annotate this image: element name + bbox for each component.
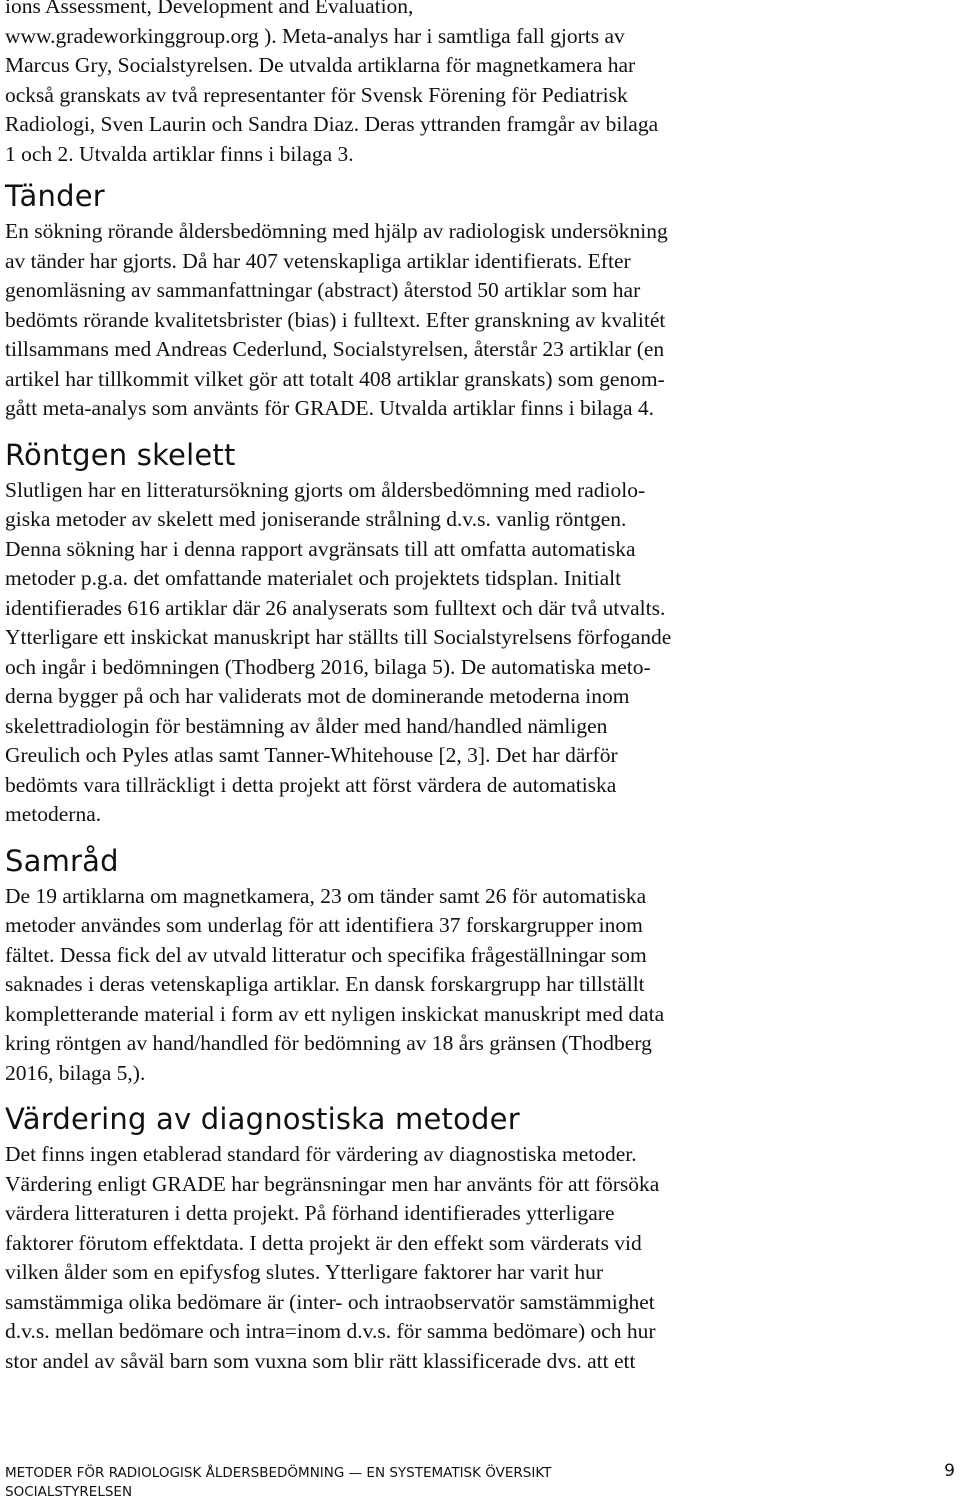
text-line: fältet. Dessa fick del av utvald litteratur och specifika frågeställningar som — [5, 942, 647, 967]
text-line: d.v.s. mellan bedömare och intra=inom d.v.s. för samma bedömare) och hur — [5, 1319, 656, 1343]
text-line: Värdering enligt GRADE har begränsningar men har använts för att försöka — [5, 1171, 660, 1196]
text-line: vilken ålder som en epifysfog slutes. Ytterligare faktorer har varit hur — [5, 1260, 604, 1284]
section-heading-tander: Tänder — [5, 179, 105, 213]
text-line: kring röntgen av hand/handled för bedömning av 18 års gränsen (Thodberg — [5, 1031, 652, 1055]
text-line: ions Assessment, Development and Evaluation, — [5, 0, 414, 18]
section-paragraph-vardering — [5, 1140, 955, 1376]
document-body — [5, 0, 955, 1376]
text-line: metoderna. — [5, 802, 102, 826]
text-line: identifierades 616 artiklar där 26 analyserats som fulltext och där två utvalts. — [5, 595, 666, 620]
text-line: faktorer förutom effektdata. I detta projekt är den effekt som värderats vid — [5, 1230, 642, 1255]
text-line: också granskats av två representanter för Svensk Förening för Pediatrisk — [5, 82, 628, 107]
text-line: värdera litteraturen i detta projekt. På förhand identifierades ytterligare — [5, 1201, 615, 1225]
text-line: skelettradiologin för bestämning av ålder med hand/handled nämligen — [5, 713, 608, 738]
footer-title: METODER FÖR RADIOLOGISK ÅLDERSBEDÖMNING — EN SYSTEMATISK ÖVERSIKT — [5, 1465, 552, 1481]
text-line: Ytterligare ett inskickat manuskript har ställts till Socialstyrelsens förfogande — [5, 625, 672, 649]
text-line: Det finns ingen etablerad standard för värdering av diagnostiska metoder. — [5, 1142, 637, 1166]
text-line: tillsammans med Andreas Cederlund, Socialstyrelsen, återstår 23 artiklar (en — [5, 337, 665, 361]
section-paragraph-rontgen-skelett — [5, 476, 955, 830]
text-line: derna bygger på och har validerats mot de dominerande metoderna inom — [5, 684, 630, 708]
text-line: Denna sökning har i denna rapport avgränsats till att omfatta automatiska — [5, 536, 636, 561]
text-line: giska metoder av skelett med joniserande strålning d.v.s. vanlig röntgen. — [5, 507, 627, 531]
section-paragraph-tander — [5, 217, 955, 424]
text-line: www.gradeworkinggroup.org ). Meta-analys har i samtliga fall gjorts av — [5, 23, 625, 48]
text-line: 1 och 2. Utvalda artiklar finns i bilaga 3. — [5, 141, 354, 166]
text-line: metoder användes som underlag för att identifiera 37 forskargrupper inom — [5, 913, 643, 937]
intro-paragraph — [5, 0, 955, 169]
text-line: En sökning rörande åldersbedömning med hjälp av radiologisk undersökning — [5, 219, 668, 243]
section-paragraph-samrad — [5, 882, 955, 1089]
text-line: av tänder har gjorts. Då har 407 vetenskapliga artiklar identifierats. Efter — [5, 248, 631, 273]
text-line: bedömts rörande kvalitetsbrister (bias) i fulltext. Efter granskning av kvalitét — [5, 307, 666, 332]
text-line: bedömts vara tillräckligt i detta projekt att först värdera de automatiska — [5, 772, 617, 797]
text-line: metoder p.g.a. det omfattande materialet och projektets tidsplan. Initialt — [5, 566, 622, 590]
text-line: Radiologi, Sven Laurin och Sandra Diaz. Deras yttranden framgår av bilaga — [5, 112, 659, 136]
text-line: gått meta-analys som använts för GRADE. Utvalda artiklar finns i bilaga 4. — [5, 396, 655, 420]
text-line: Greulich och Pyles atlas samt Tanner-Whitehouse [2, 3]. Det har därför — [5, 743, 618, 767]
text-line: stor andel av såväl barn som vuxna som blir rätt klassificerade dvs. att ett — [5, 1348, 636, 1373]
text-line: och ingår i bedömningen (Thodberg 2016, bilaga 5). De automatiska meto- — [5, 654, 651, 679]
text-line: De 19 artiklarna om magnetkamera, 23 om tänder samt 26 för automatiska — [5, 883, 647, 908]
text-line: Slutligen har en litteratursökning gjorts om åldersbedömning med radiolo- — [5, 477, 646, 502]
page-number: 9 — [944, 1461, 955, 1481]
section-heading-samrad: Samråd — [5, 843, 119, 878]
section-heading-rontgen-skelett: Röntgen skelett — [5, 437, 236, 472]
text-line: saknades i deras vetenskapliga artiklar. En dansk forskargrupp har tillställt — [5, 972, 645, 996]
text-line: Marcus Gry, Socialstyrelsen. De utvalda artiklarna för magnetkamera har — [5, 53, 636, 77]
text-line: 2016, bilaga 5,). — [5, 1060, 146, 1085]
text-line: samstämmiga olika bedömare är (inter- och intraobservatör samstämmighet — [5, 1289, 655, 1314]
section-heading-vardering: Värdering av diagnostiska metoder — [5, 1102, 520, 1136]
text-line: kompletterande material i form av ett nyligen inskickat manuskript med data — [5, 1001, 665, 1026]
page-footer — [5, 1461, 955, 1502]
text-line: genomläsning av sammanfattningar (abstract) återstod 50 artiklar som har — [5, 278, 641, 302]
text-line: artikel har tillkommit vilket gör att totalt 408 artiklar granskats) som genom- — [5, 366, 665, 391]
footer-publisher: SOCIALSTYRELSEN — [5, 1484, 133, 1500]
